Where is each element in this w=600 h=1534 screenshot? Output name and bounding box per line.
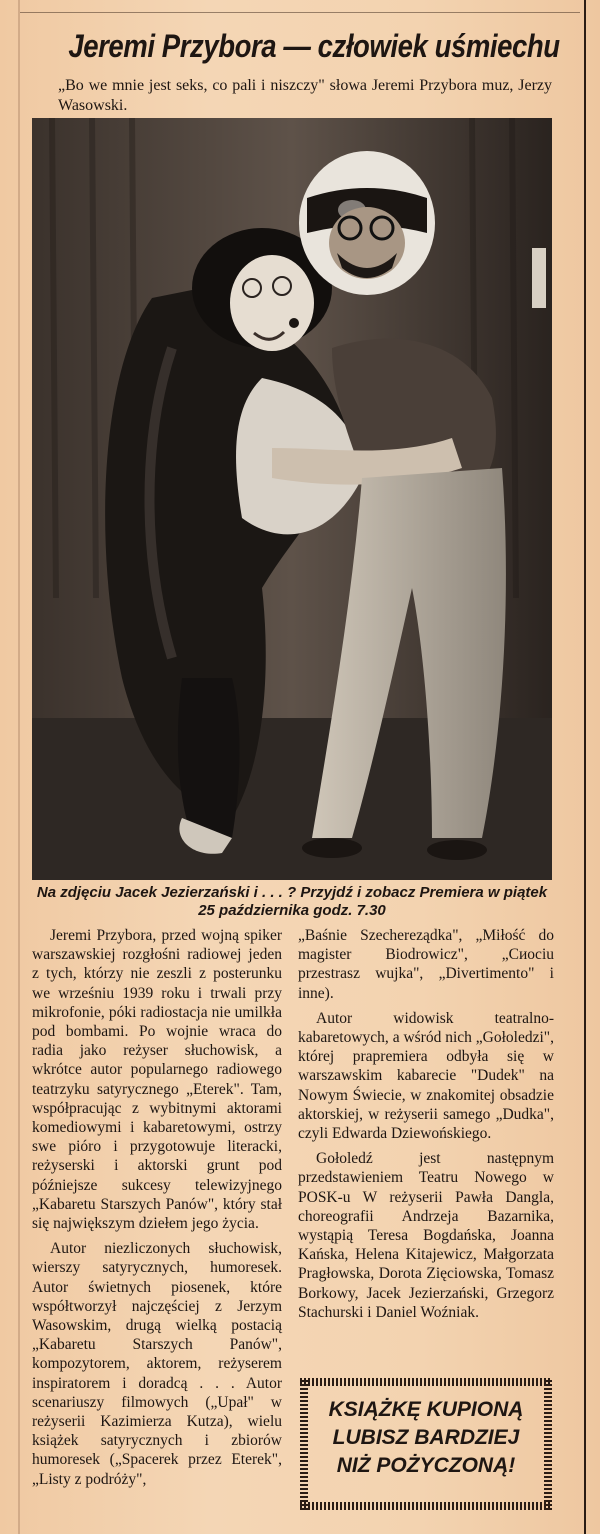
top-rule — [20, 0, 580, 13]
article-photo — [32, 118, 552, 880]
column-rule — [584, 0, 586, 1534]
advertisement-slogan — [308, 1396, 544, 1480]
ad-line: NIŻ POŻYCZONĄ! — [336, 1454, 516, 1477]
photo-caption: Na zdjęciu Jacek Jezierzański i . . . ? Przyjdź i zobacz Premiera w piątek 25 października godz. 7.30 — [36, 884, 548, 919]
paragraph: „Baśnie Szechereządka", „Miłość do magister Biodrowicz", „Cиociu przestrasz wujka", „Divertimento" i inne). — [298, 927, 554, 1002]
ad-line: KSIĄŻKĘ KUPIONĄ — [328, 1398, 524, 1421]
photo-illustration — [32, 118, 552, 880]
ad-line: LUBISZ BARDZIEJ — [332, 1426, 520, 1449]
paragraph: Gołoledź jest następnym przedstawieniem Teatru Nowego w POSK-u W reżyserii Pawła Dangla, choreografii Andrzeja Bazarnika, wystąpią Teresa Bogdańska, Joanna Kańska, Helena Kitajewicz, Małgorzata Pragłowska, Dorota Zięciowska, Tomasz Borkowy, Jacek Jezierzański, Grzegorz Stachurski i Daniel Woźniak. — [298, 1150, 554, 1321]
page-fold — [18, 0, 20, 1534]
article-column-right — [298, 926, 554, 1328]
advertisement-box — [300, 1378, 552, 1510]
paragraph: Jeremi Przybora, przed wojną spiker warszawskiej rozgłośni radiowej jeden z tych, którzy nie zeszli z posterunku we wrześniu 1939 roku i trwali przy mikrofonie, póki radiostacja nie umilkła pod bombami. Po wojnie wraca do radia jako reżyser słuchowisk, a wkrótce autor popularnego radiowego teatrzyku satyrycznego „Eterek". Tam, współpracując z wybitnymi aktorami komediowymi i kabaretowymi, ostrzy swe pióro i przygotowuje literacki, reżyserski i aktorski grunt pod późniejsze sukcesy telewizyjnego „Kabaretu Starszych Panów", który stał się największym dziełem jego życia. — [32, 927, 282, 1233]
paragraph: Autor niezliczonych słuchowisk, wierszy satyrycznych, humoresek. Autor świetnych piosenek, które współtworzył najczęściej z Jerzym Wasowskim, drugą wielką postacią „Kabaretu Starszych Panów", kompozytorem, aktorem, reżyserem inspiratorem i doradcą . . . Autor scenariuszy filmowych („Upał" w reżyserii Kazimierza Kutza), wielu książek satyrycznych i zbiorów humoresek („Spacerek przez Eterek", „Listy z podróży", — [32, 1240, 282, 1488]
article-column-left — [32, 926, 282, 1495]
paragraph: Autor widowisk teatralno-kabaretowych, a wśród nich „Gołoledzi", której prapremiera odbyła się w warszawskim kabarecie "Dudek" na Nowym Świecie, w znakomitej obsadzie aktorskiej, w reżyserii samego „Dudka", czyli Edwarda Dziewońskiego. — [298, 1009, 554, 1143]
article-headline: Jeremi Przybora — człowiek uśmiechu — [68, 28, 560, 64]
article-lead: „Bo we mnie jest seks, co pali i niszczy" słowa Jeremi Przybora muz, Jerzy Wasowski. — [58, 77, 552, 114]
